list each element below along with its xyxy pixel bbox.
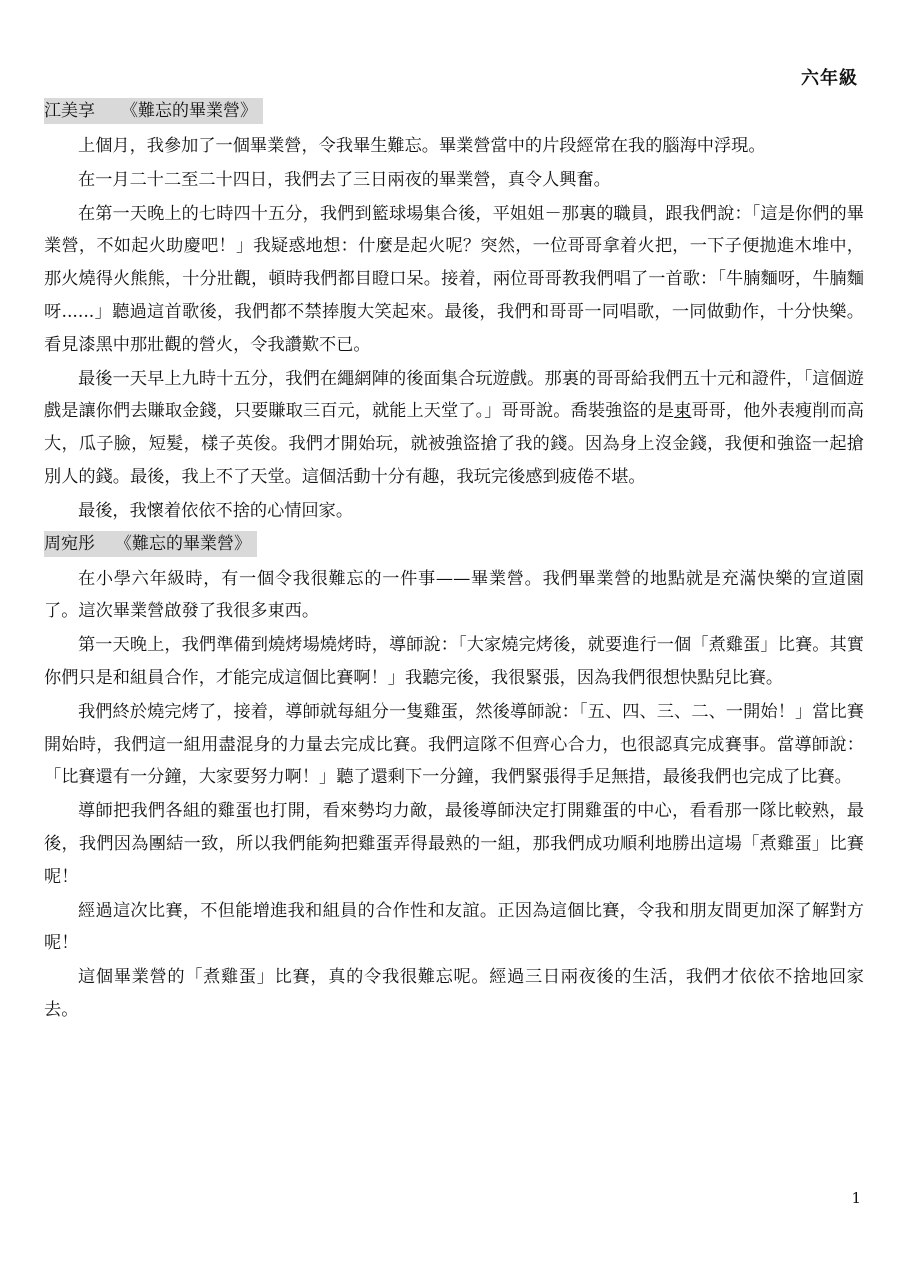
essay-1-title: 《難忘的畢業營》 bbox=[121, 101, 257, 121]
essay-2-author: 周宛彤 bbox=[44, 533, 95, 554]
essay-1-author: 江美享 bbox=[44, 101, 95, 121]
essay-2-paragraph-3: 我們終於燒完烤了，接着，導師就每組分一隻雞蛋，然後導師說：「五、四、三、二、一開始！」當比賽開始時，我們這一組用盡混身的力量去完成比賽。我們這隊不但齊心合力，也很認真完成賽事。當導師說：「比賽還有一分鐘，大家要努力啊！」聽了還剩下一分鐘，我們緊張得手足無措，最後我們也完成了比賽。 bbox=[44, 701, 864, 788]
essay-2-title: 《難忘的畢業營》 bbox=[115, 533, 251, 554]
essay-1 bbox=[44, 96, 864, 528]
essay-2-paragraph-6: 這個畢業營的「煮雞蛋」比賽，真的令我很難忘呢。經過三日兩夜後的生活，我們才依依不捨地回家去。 bbox=[44, 967, 864, 1020]
essay-2-paragraph-2: 第一天晚上，我們準備到燒烤場燒烤時，導師說：「大家燒完烤後，就要進行一個「煮雞蛋」比賽。其實你們只是和組員合作，才能完成這個比賽啊！」我聽完後，我很緊張，因為我們很想快點兒比賽。 bbox=[44, 635, 864, 688]
page-number: 1 bbox=[851, 1189, 861, 1207]
essay-1-paragraph-4-part-a: 最後一天早上九時十五分，我們在繩網陣的後面集合玩遊戲。那裏的哥哥給我們五十元和證件，「這個遊戲是讓你們去賺取金錢，只要賺取三百元，就能上天堂了。」哥哥說。喬裝強盜的是 bbox=[44, 368, 864, 422]
essay-1-paragraph-4 bbox=[44, 363, 864, 494]
essay-1-paragraph-5: 最後，我懷着依依不捨的心情回家。 bbox=[78, 500, 354, 521]
essay-1-paragraph-3: 在第一天晚上的七時四十五分，我們到籃球場集合後，平姐姐－那裏的職員，跟我們說：「這是你們的畢業營，不如起火助慶吧！」我疑惑地想：什麼是起火呢？突然，一位哥哥拿着火把，一下子便拋進木堆中，那火燒得火熊熊，十分壯觀，頓時我們都目瞪口呆。接着，兩位哥哥教我們唱了一首歌：「牛腩麵呀，牛腩麵呀......」聽過這首歌後，我們都不禁捧腹大笑起來。最後，我們和哥哥一同唱歌，一同做動作，十分快樂。看見漆黑中那壯觀的營火，令我讚歎不已。 bbox=[44, 203, 864, 355]
essay-2-paragraph-1: 在小學六年級時，有一個令我很難忘的一件事——畢業營。我們畢業營的地點就是充滿快樂的宣道園了。這次畢業營啟發了我很多東西。 bbox=[44, 568, 864, 622]
grade-label: 六年級 bbox=[801, 68, 858, 89]
essay-1-paragraph-4-part-b: 哥哥，他外表瘦削而高大，瓜子臉，短髮，樣子英俊。我們才開始玩，就被強盜搶了我的錢。因為身上沒金錢，我便和強盜一起搶別人的錢。最後，我上不了天堂。這個活動十分有趣，我玩完後感到疲倦不堪。 bbox=[44, 401, 864, 487]
underlined-name: 東 bbox=[674, 401, 692, 422]
essay-2 bbox=[44, 529, 864, 1027]
essay-2-paragraph-5: 經過這次比賽，不但能增進我和組員的合作性和友誼。正因為這個比賽，令我和朋友間更加深了解對方呢！ bbox=[44, 900, 864, 954]
essay-1-paragraph-1: 上個月，我參加了一個畢業營，令我畢生難忘。畢業營當中的片段經常在我的腦海中浮現。 bbox=[78, 136, 766, 156]
essay-2-heading bbox=[44, 531, 257, 557]
document-body bbox=[44, 96, 864, 1028]
essay-2-paragraph-4: 導師把我們各組的雞蛋也打開，看來勢均力敵，最後導師決定打開雞蛋的中心，看看那一隊比較熟，最後，我們因為團結一致，所以我們能夠把雞蛋弄得最熟的一組，那我們成功順利地勝出這場「煮雞蛋」比賽呢！ bbox=[44, 801, 864, 887]
essay-1-heading bbox=[44, 98, 263, 124]
essay-1-paragraph-2: 在一月二十二至二十四日，我們去了三日兩夜的畢業營，真令人興奮。 bbox=[78, 169, 611, 190]
